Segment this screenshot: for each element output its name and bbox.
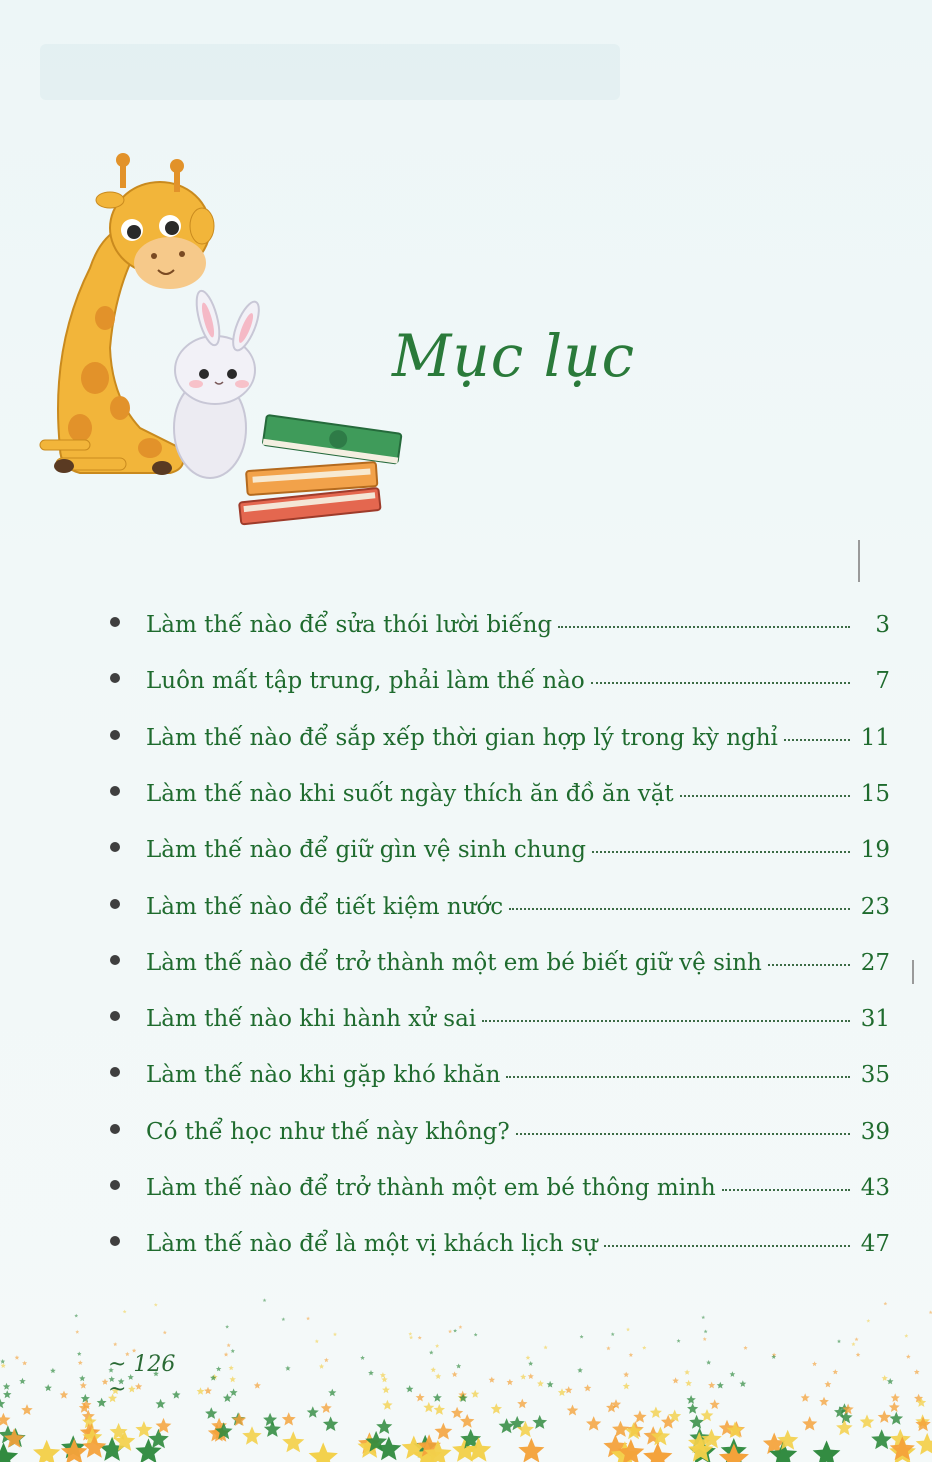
star-icon [3, 1390, 12, 1398]
dot-leader [722, 1187, 850, 1191]
toc-entry-title: Làm thế nào khi hành xử sai [146, 1006, 477, 1033]
star-icon [448, 1329, 452, 1333]
star-icon [629, 1353, 634, 1357]
toc-entry-page: 39 [860, 1118, 890, 1145]
star-icon [309, 1442, 338, 1462]
toc-entry-title: Làm thế nào để tiết kiệm nước [146, 893, 504, 920]
star-icon [382, 1386, 390, 1393]
toc-entry[interactable] [110, 612, 890, 652]
bullet-icon [110, 1180, 120, 1190]
star-icon [471, 1390, 479, 1398]
star-icon [565, 1386, 573, 1393]
star-icon [263, 1298, 267, 1302]
star-icon [916, 1433, 932, 1455]
star-icon [230, 1376, 236, 1382]
star-icon [701, 1315, 705, 1319]
star-icon [684, 1369, 690, 1374]
star-icon [884, 1302, 888, 1306]
star-icon [128, 1385, 136, 1392]
star-icon [205, 1407, 217, 1419]
star-icon [889, 1402, 900, 1412]
star-icon [418, 1336, 422, 1340]
toc-entry-page: 3 [875, 612, 890, 638]
star-icon [416, 1393, 425, 1402]
star-icon [456, 1364, 461, 1369]
dot-leader [592, 849, 850, 853]
star-icon [154, 1303, 158, 1307]
star-icon [520, 1374, 526, 1380]
star-icon [703, 1337, 707, 1341]
star-icon [882, 1375, 888, 1381]
star-icon [802, 1416, 817, 1430]
star-icon [78, 1360, 83, 1365]
toc-entry[interactable] [110, 781, 890, 821]
star-icon [435, 1344, 439, 1348]
toc-entry-title: Làm thế nào khi suốt ngày thích ăn đồ ăn vặt [146, 780, 674, 807]
star-icon [431, 1367, 437, 1372]
star-icon [537, 1380, 544, 1387]
star-icon [489, 1377, 495, 1383]
star-icon [197, 1387, 205, 1395]
star-icon [429, 1350, 434, 1354]
star-icon [285, 1366, 290, 1371]
toc-entry[interactable] [110, 725, 890, 765]
star-icon [687, 1403, 698, 1414]
star-icon [528, 1373, 534, 1379]
page-title: Mục lục [392, 322, 636, 390]
star-icon [915, 1417, 930, 1432]
dot-leader [680, 793, 850, 797]
star-icon [281, 1317, 285, 1321]
star-icon [878, 1410, 891, 1423]
star-icon [79, 1375, 85, 1381]
star-icon [81, 1394, 90, 1403]
star-icon [518, 1438, 544, 1462]
toc-entry-title: Làm thế nào để sắp xếp thời gian hợp lý trong kỳ nghỉ [146, 724, 778, 751]
bullet-icon [110, 673, 120, 683]
star-icon [460, 1414, 474, 1428]
star-icon [435, 1423, 453, 1440]
toc-entry[interactable] [110, 1231, 890, 1271]
star-icon [19, 1378, 26, 1384]
star-icon [871, 1429, 892, 1449]
star-icon [586, 1416, 601, 1431]
star-icon [315, 1339, 319, 1343]
bullet-icon [110, 955, 120, 965]
toc-entry-page: 11 [860, 724, 890, 751]
star-icon [866, 1319, 870, 1323]
star-icon [887, 1378, 894, 1384]
star-icon [611, 1332, 615, 1336]
star-icon [409, 1336, 413, 1340]
star-icon [0, 1413, 11, 1426]
star-icon [61, 1439, 88, 1462]
star-icon [584, 1384, 591, 1391]
star-icon [706, 1360, 711, 1365]
star-icon [328, 1389, 336, 1397]
star-icon [333, 1332, 337, 1336]
star-icon [687, 1395, 696, 1404]
star-icon [406, 1385, 414, 1392]
star-icon [380, 1372, 386, 1378]
star-icon [891, 1393, 900, 1402]
star-icon [856, 1352, 861, 1356]
star-icon [1, 1363, 6, 1368]
star-icon [906, 1354, 911, 1358]
margin-mark [858, 540, 860, 582]
star-icon [254, 1382, 261, 1389]
star-icon [708, 1382, 715, 1389]
star-icon [50, 1368, 56, 1373]
star-icon [633, 1410, 646, 1423]
star-icon [710, 1399, 720, 1409]
star-icon [577, 1368, 583, 1373]
toc-entry-page: 7 [875, 668, 890, 695]
star-icon [532, 1415, 547, 1429]
star-icon [368, 1370, 374, 1376]
bullet-icon [110, 730, 120, 740]
star-icon [33, 1440, 60, 1462]
star-icon [730, 1371, 736, 1377]
dot-leader [604, 1243, 850, 1247]
star-icon [855, 1337, 859, 1341]
star-icon [227, 1343, 231, 1347]
star-icon [526, 1355, 531, 1360]
star-icon [701, 1409, 714, 1421]
star-icon [135, 1421, 152, 1437]
star-icon [80, 1382, 87, 1389]
star-icon [230, 1388, 238, 1396]
star-icon [434, 1404, 445, 1415]
dot-leader [591, 680, 850, 684]
bleed-through-band [40, 44, 620, 100]
star-icon [717, 1382, 724, 1389]
star-icon [672, 1377, 679, 1383]
dot-leader [516, 1131, 850, 1135]
star-icon [307, 1406, 319, 1418]
star-icon [360, 1356, 365, 1360]
star-icon [547, 1381, 554, 1388]
toc-entry[interactable] [110, 837, 890, 877]
star-icon [0, 1399, 5, 1409]
star-icon [889, 1412, 903, 1425]
star-icon [743, 1346, 747, 1350]
star-icon [282, 1412, 296, 1425]
dot-leader [509, 906, 850, 910]
star-icon [452, 1371, 458, 1377]
star-icon [801, 1393, 810, 1402]
star-icon [22, 1361, 27, 1366]
star-icon [225, 1325, 229, 1329]
bullet-icon [110, 617, 120, 627]
star-icon [319, 1364, 324, 1369]
star-icon [15, 1355, 20, 1360]
star-icon [156, 1399, 166, 1409]
toc-entry[interactable] [110, 1062, 890, 1102]
star-icon [704, 1330, 708, 1334]
star-icon [507, 1379, 514, 1385]
star-icon [282, 1431, 304, 1452]
toc-entry-title: Làm thế nào để trở thành một em bé thông minh [146, 1175, 716, 1201]
star-icon [3, 1383, 10, 1390]
star-icon [60, 1391, 68, 1399]
star-icon [242, 1426, 262, 1445]
bullet-icon [110, 1124, 120, 1134]
toc-entry-page: 15 [860, 780, 890, 807]
toc-entry[interactable] [110, 668, 890, 708]
star-icon [163, 1331, 167, 1335]
star-icon [491, 1403, 502, 1414]
bullet-icon [110, 1236, 120, 1246]
star-icon [623, 1383, 630, 1390]
star-icon [837, 1339, 841, 1343]
toc-entry-page: 27 [860, 949, 890, 976]
star-icon [626, 1328, 630, 1332]
star-icon [860, 1414, 875, 1428]
star-icon [528, 1361, 533, 1366]
star-icon [323, 1416, 338, 1431]
star-icon [210, 1375, 216, 1381]
toc-entry-title: Làm thế nào để giữ gìn vệ sinh chung [146, 837, 586, 864]
star-icon [113, 1342, 117, 1346]
star-icon [914, 1369, 920, 1374]
star-icon [517, 1399, 527, 1409]
toc-entry-page: 23 [860, 893, 890, 920]
toc-entry[interactable] [110, 894, 890, 934]
dot-leader [506, 1074, 850, 1078]
bullet-icon [110, 1067, 120, 1077]
star-icon [623, 1372, 629, 1378]
dot-leader [482, 1018, 850, 1022]
star-icon [824, 1381, 831, 1388]
star-icon [75, 1330, 79, 1334]
toc-entry-page: 19 [860, 837, 890, 864]
star-icon [719, 1443, 749, 1462]
star-icon [777, 1430, 798, 1450]
star-icon [223, 1393, 232, 1402]
star-icon [677, 1339, 681, 1343]
star-icon [606, 1346, 610, 1350]
star-icon [229, 1365, 234, 1370]
star-icon [435, 1373, 441, 1379]
star-icon [851, 1342, 855, 1346]
toc-entry-title: Làm thế nào để sửa thói lười biếng [146, 612, 553, 638]
dot-leader [784, 737, 850, 741]
star-icon [381, 1376, 387, 1382]
star-icon [642, 1346, 646, 1350]
star-icon [324, 1358, 329, 1363]
star-icon [0, 1359, 5, 1364]
bullet-icon [110, 842, 120, 852]
star-icon [685, 1380, 692, 1387]
star-icon [172, 1391, 181, 1399]
toc-entry-page: 47 [860, 1231, 890, 1258]
toc-entry[interactable] [110, 1175, 890, 1215]
margin-mark [912, 960, 914, 984]
star-icon [643, 1443, 672, 1462]
star-icon [408, 1332, 412, 1336]
toc-entry-title: Luôn mất tập trung, phải làm thế nào [146, 668, 585, 695]
star-icon [499, 1418, 515, 1433]
toc-entry-page: 43 [860, 1175, 890, 1201]
star-icon [812, 1361, 817, 1366]
star-icon [216, 1366, 222, 1371]
star-icon [231, 1349, 235, 1353]
giraffe-rabbit-books-illustration [20, 148, 410, 538]
toc-entry-title: Làm thế nào để trở thành một em bé biết giữ vệ sinh [146, 949, 762, 976]
star-icon [819, 1397, 829, 1406]
page-number-folio: ~ 126 ~ [108, 1352, 176, 1402]
star-icon [567, 1405, 579, 1416]
star-icon [904, 1334, 908, 1338]
star-icon [306, 1317, 310, 1321]
star-icon [558, 1388, 566, 1396]
star-icon [204, 1387, 212, 1395]
star-icon [74, 1314, 78, 1318]
bullet-icon [110, 786, 120, 796]
toc-entry[interactable] [110, 1119, 890, 1159]
toc-entry[interactable] [110, 1006, 890, 1046]
star-icon [382, 1400, 392, 1410]
toc-entry[interactable] [110, 950, 890, 990]
star-icon [123, 1310, 127, 1314]
star-icon [45, 1384, 52, 1391]
star-icon [263, 1413, 277, 1426]
star-icon [689, 1415, 704, 1429]
dot-leader [768, 962, 850, 966]
star-icon [321, 1402, 332, 1413]
star-icon [459, 1325, 463, 1329]
toc-entry-title: Có thể học như thế này không? [146, 1118, 510, 1145]
star-icon [650, 1407, 662, 1419]
star-icon [453, 1329, 457, 1333]
star-icon [224, 1352, 229, 1356]
star-icon [21, 1404, 33, 1415]
toc-entry-title: Làm thế nào khi gặp khó khăn [146, 1062, 501, 1089]
star-icon [544, 1345, 548, 1349]
star-icon [580, 1335, 584, 1339]
toc-entry-page: 35 [860, 1062, 890, 1089]
star-icon [833, 1369, 839, 1374]
star-icon [97, 1398, 107, 1407]
star-icon [836, 1420, 853, 1436]
star-icon [771, 1354, 776, 1359]
star-icon [433, 1393, 442, 1402]
star-icon [376, 1419, 392, 1434]
star-icon [813, 1440, 841, 1462]
toc-entry-page: 31 [860, 1006, 890, 1033]
bullet-icon [110, 1011, 120, 1021]
dot-leader [558, 624, 850, 628]
star-icon [474, 1333, 478, 1337]
toc-entry-title: Làm thế nào để là một vị khách lịch sự [146, 1231, 598, 1258]
star-icon [451, 1407, 463, 1419]
bullet-icon [110, 899, 120, 909]
star-icon [739, 1380, 746, 1387]
star-icon [77, 1352, 82, 1356]
star-icon [423, 1402, 434, 1412]
